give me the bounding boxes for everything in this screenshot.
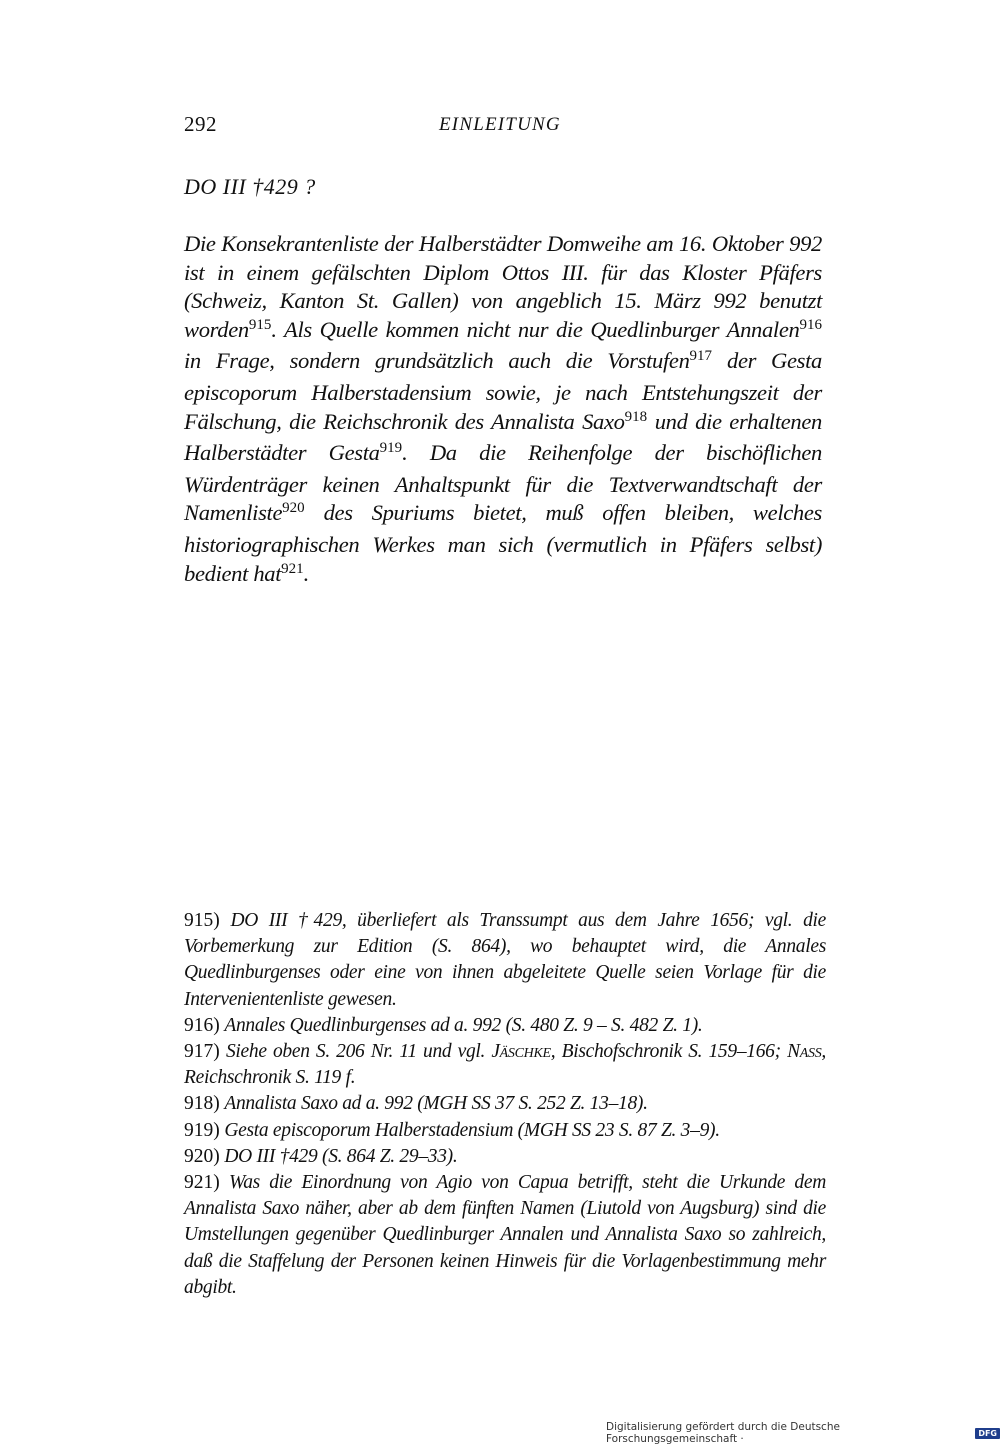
footnote-919 [184,1118,826,1144]
footnotes-section [184,908,826,1301]
footnote-number: 917) [184,1041,220,1063]
page-number: 292 [184,112,217,136]
footnote-number: 919) [184,1119,220,1141]
footnote-ref: 917 [689,348,713,365]
section-heading: DO III †429 ? [184,174,316,199]
footnote-ref: 921 [281,560,304,577]
author-name: Nass [787,1041,822,1063]
footnote-ref: 920 [282,500,305,517]
footnote-915 [184,908,826,1013]
body-text-segment: und die erhaltenen Halberstädter Gesta [184,408,823,466]
footnote-number: 916) [184,1014,220,1036]
footnote-text: DO III †429 (S. 864 Z. 29–33). [224,1145,458,1167]
footnote-text: Gesta episcoporum Halberstadensium (MGH SS 23 S. 87 Z. 3–9). [224,1119,720,1141]
footnote-number: 920) [184,1145,220,1167]
footnote-text: DO III †429, überliefert als Transsumpt aus dem Jahre 1656; vgl. die Vorbemerkung zur Edition (S. 864), wo behauptet wird, die Annales Quedlinburgenses oder eine von ihnen abgeleitete Quelle seien Vorlage für die Intervenientenliste gewesen. [184,910,826,1010]
credit-text: Digitalisierung gefördert durch die Deutsche Forschungsgemeinschaft · [606,1421,840,1445]
footnote-917 [184,1039,826,1091]
footnote-number: 915) [184,910,220,931]
footnote-text-segment: Siehe oben S. 206 Nr. 11 und vgl. [225,1041,492,1063]
footnote-text: Was die Einordnung von Agio von Capua betrifft, steht die Urkunde dem Annalista Saxo näher, aber ab dem fünften Namen (Liutold von Augsburg) sind die Umstellungen gegenüber Quedlinburger Annalen und Annalista Saxo so zahlreich, daß die Staffelung der Personen keinen Hinweis für die Vorlagenbestimmung mehr abgibt. [184,1172,827,1298]
dfg-logo: DFG [975,1428,1000,1439]
footnote-ref: 919 [379,440,403,457]
body-text-segment: in Frage, sondern grundsätzlich auch die Vorstufen [184,348,690,374]
footnote-921 [184,1170,826,1301]
body-text-segment: . [303,560,309,586]
body-text-segment: . Da die Reihenfolge der bischöflichen Würdenträger keinen Anhaltspunkt für die Textverwandtschaft der Namenliste [184,440,822,526]
footnote-916 [184,1013,826,1039]
footnote-text-segment: , Reichschronik S. 119 f. [184,1041,826,1089]
running-title: EINLEITUNG [439,114,561,135]
body-paragraph [184,230,822,591]
footnote-text [184,1041,826,1088]
footnote-text: Annalista Saxo ad a. 992 (MGH SS 37 S. 252 Z. 13–18). [224,1093,648,1115]
body-text-segment: . Als Quelle kommen nicht nur die Quedlinburger Annalen [271,316,800,342]
footnote-ref: 918 [624,408,648,425]
footnote-text: Annales Quedlinburgenses ad a. 992 (S. 480 Z. 9 – S. 482 Z. 1). [224,1014,703,1036]
page-header [184,112,830,146]
footnote-ref: 916 [799,316,822,333]
body-text-segment: des Spuriums bietet, muß offen bleiben, welches historiographischen Werkes man sich (vermutlich in Pfäfers selbst) bedient hat [184,500,822,586]
body-text-segment: der Gesta episcoporum Halberstadensium sowie, je nach Entstehungszeit der Fälschung, die Reichschronik des Annalista Saxo [184,348,822,434]
author-name: Jäschke [491,1041,551,1063]
footnote-ref: 915 [248,316,272,333]
digitization-credit [606,1421,1000,1445]
footnote-920 [184,1144,826,1170]
footnote-number: 918) [184,1093,220,1115]
footnote-text-segment: , Bischofschronik S. 159–166; [550,1041,788,1063]
footnote-number: 921) [184,1172,220,1194]
footnote-918 [184,1091,826,1117]
body-text-segment: Die Konsekrantenliste der Halberstädter Domweihe am 16. Oktober 992 ist in einem gefälschten Diplom Ottos III. für das Kloster Pfäfers (Schweiz, Kanton St. Gallen) von angeblich 15. März 992 benutzt worden [184,231,822,342]
